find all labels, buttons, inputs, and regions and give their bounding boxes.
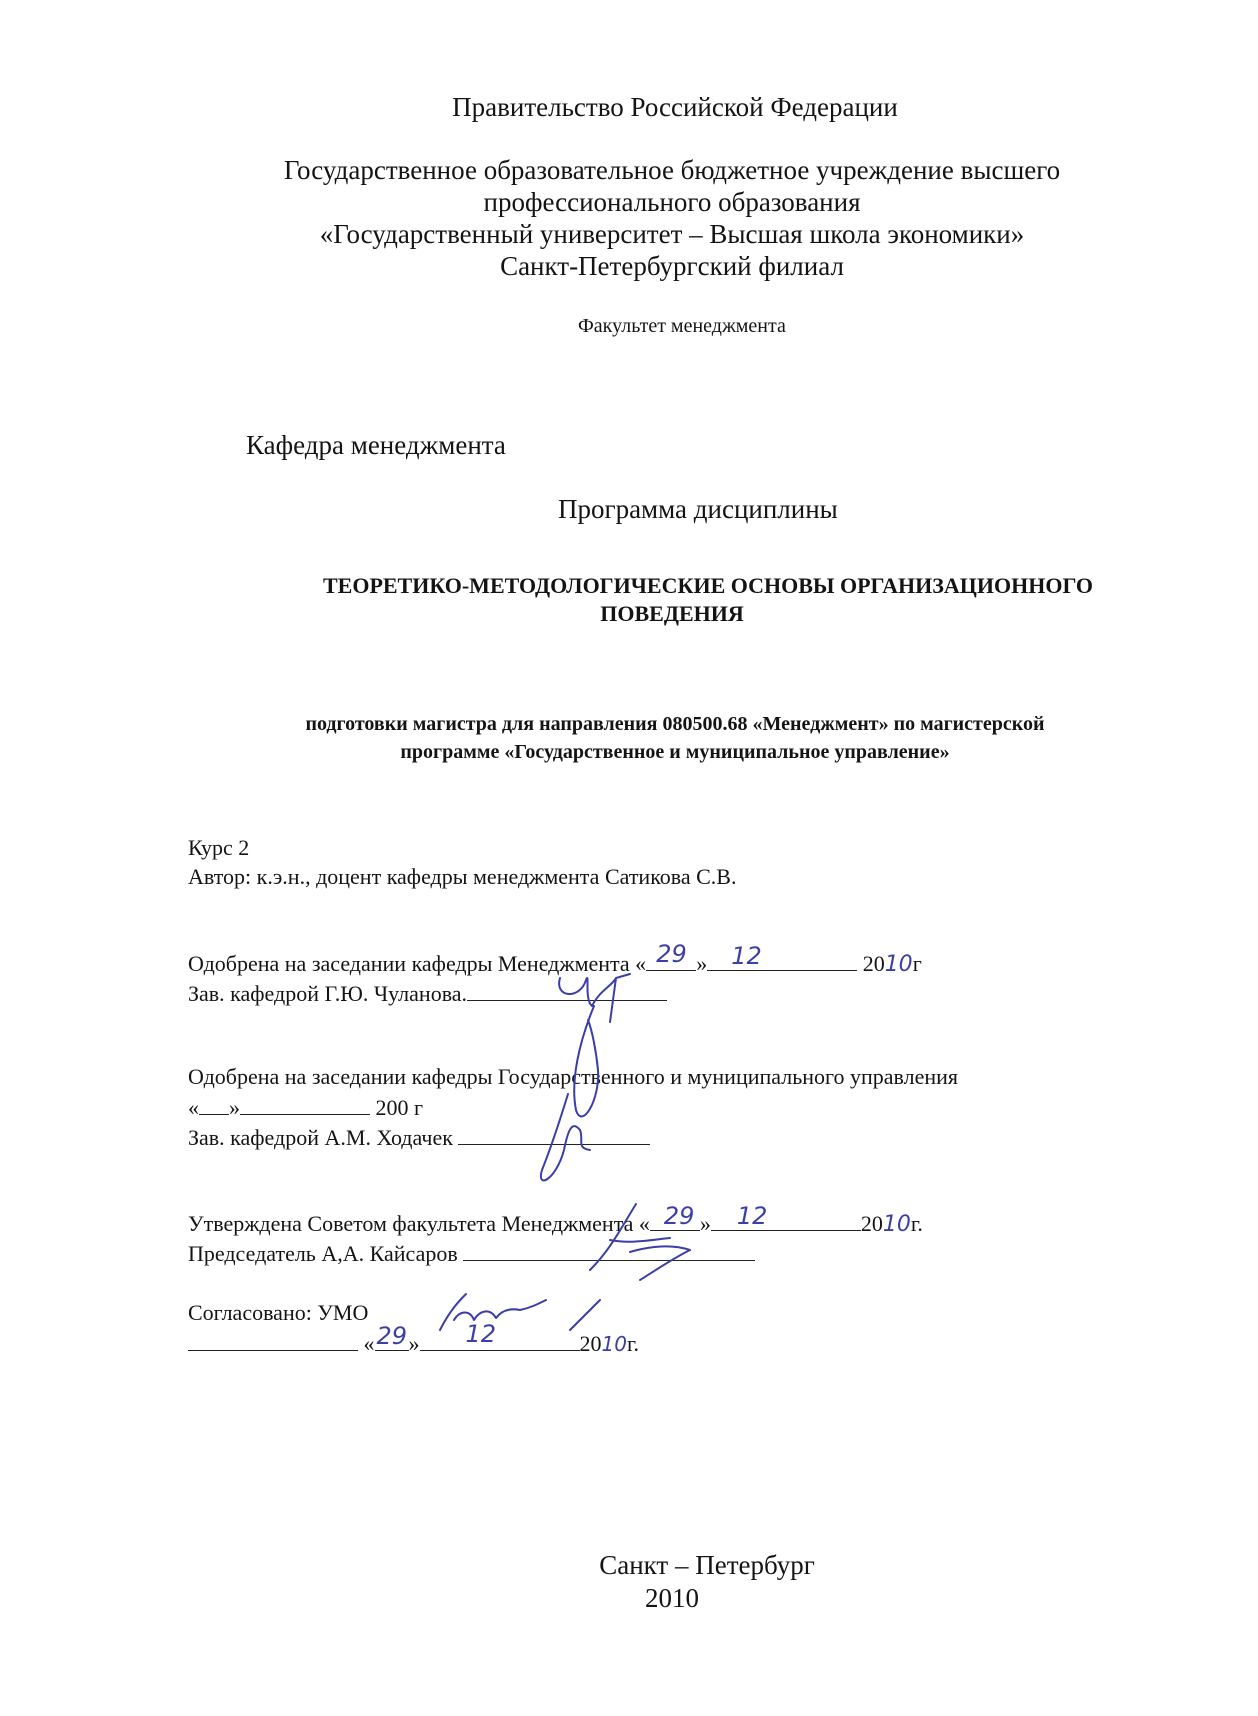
approval-3-day-handwritten: 29	[663, 1202, 695, 1230]
approval-3-year-handwritten: 10	[882, 1212, 911, 1237]
approval-3-chair: Председатель А,А. Кайсаров	[188, 1241, 458, 1266]
discipline-title-line-1: ТЕОРЕТИКО-МЕТОДОЛОГИЧЕСКИЕ ОСНОВЫ ОРГАНИЗАЦИОННОГО	[322, 573, 1094, 598]
program-label: Программа дисциплины	[558, 494, 838, 524]
approval-2-day-field	[199, 1094, 229, 1115]
agreed-label: Согласовано: УМО	[188, 1300, 369, 1325]
approval-1-head: Зав. кафедрой Г.Ю. Чуланова.	[188, 981, 468, 1006]
approval-2-year: 200 г	[375, 1095, 424, 1120]
department-line: Кафедра менеджмента	[246, 430, 506, 460]
approval-3-text: Утверждена Советом факультета Менеджмента «	[188, 1211, 650, 1236]
approval-2-month-field	[240, 1094, 370, 1115]
approval-3-year-suffix: г.	[910, 1211, 923, 1236]
agreed-day-handwritten: 29	[376, 1322, 408, 1350]
course-line: Курс 2	[188, 835, 250, 860]
author-line: Автор: к.э.н., доцент кафедры менеджмента Сатикова С.В.	[188, 864, 737, 889]
approval-2-date-open: «	[188, 1095, 199, 1120]
approval-1-year-handwritten: 10	[884, 952, 913, 977]
agreed-date-open: «	[363, 1331, 375, 1356]
agreed-day-field	[375, 1322, 409, 1351]
approval-1-month-handwritten: 12	[731, 942, 762, 970]
agreed-year-prefix: 20	[579, 1331, 602, 1356]
approval-1-text: Одобрена на заседании кафедры Менеджмента «	[188, 951, 647, 976]
approval-3-month-field	[711, 1202, 861, 1231]
footer-city: Санкт – Петербург	[599, 1550, 815, 1580]
training-line-2: программе «Государственное и муниципальное управление»	[400, 741, 950, 763]
approval-1-year-prefix: 20	[862, 951, 885, 976]
signature-kaysarov	[580, 1200, 700, 1290]
approval-1-day-handwritten: 29	[656, 940, 687, 968]
approval-2-date-mid: »	[229, 1095, 240, 1120]
training-line-1: подготовки магистра для направления 080500.68 «Менеджмент» по магистерской	[305, 713, 1045, 735]
signature-khodachek	[520, 1090, 620, 1200]
branch-line: Санкт-Петербургский филиал	[500, 251, 844, 281]
footer-year: 2010	[645, 1583, 699, 1613]
approval-2-head: Зав. кафедрой А.М. Ходачек	[188, 1125, 453, 1150]
approval-1-year-suffix: г	[912, 951, 922, 976]
institution-line-2: профессионального образования	[483, 187, 861, 217]
approval-1-line: Одобрена на заседании кафедры Менеджмента « 29 » 12 2010г	[188, 940, 922, 977]
institution-line-1: Государственное образовательное бюджетное учреждение высшего	[283, 155, 1061, 185]
agreed-year-handwritten: 10	[601, 1332, 627, 1356]
approval-3-month-handwritten: 12	[736, 1202, 768, 1230]
signature-umo-stroke	[560, 1290, 620, 1340]
agreed-month-handwritten: 12	[465, 1320, 497, 1348]
agreed-signature-line	[188, 1330, 358, 1351]
agreed-date-mid: »	[408, 1331, 420, 1356]
approval-2-text: Одобрена на заседании кафедры Государственного и муниципального управления	[188, 1064, 959, 1089]
government-line: Правительство Российской Федерации	[452, 92, 898, 122]
agreed-year-suffix: г.	[626, 1331, 639, 1356]
approval-3-line: Утверждена Советом факультета Менеджмента « 29 » 12 2010г.	[188, 1202, 923, 1237]
faculty-line: Факультет менеджмента	[578, 315, 786, 337]
approval-3-year-prefix: 20	[860, 1211, 883, 1236]
signature-umo	[430, 1290, 560, 1350]
discipline-title-line-2: ПОВЕДЕНИЯ	[600, 601, 744, 626]
approval-1-month-field	[707, 942, 857, 971]
approval-2-date-line	[188, 1094, 423, 1121]
institution-line-3: «Государственный университет – Высшая школа экономики»	[319, 219, 1025, 249]
